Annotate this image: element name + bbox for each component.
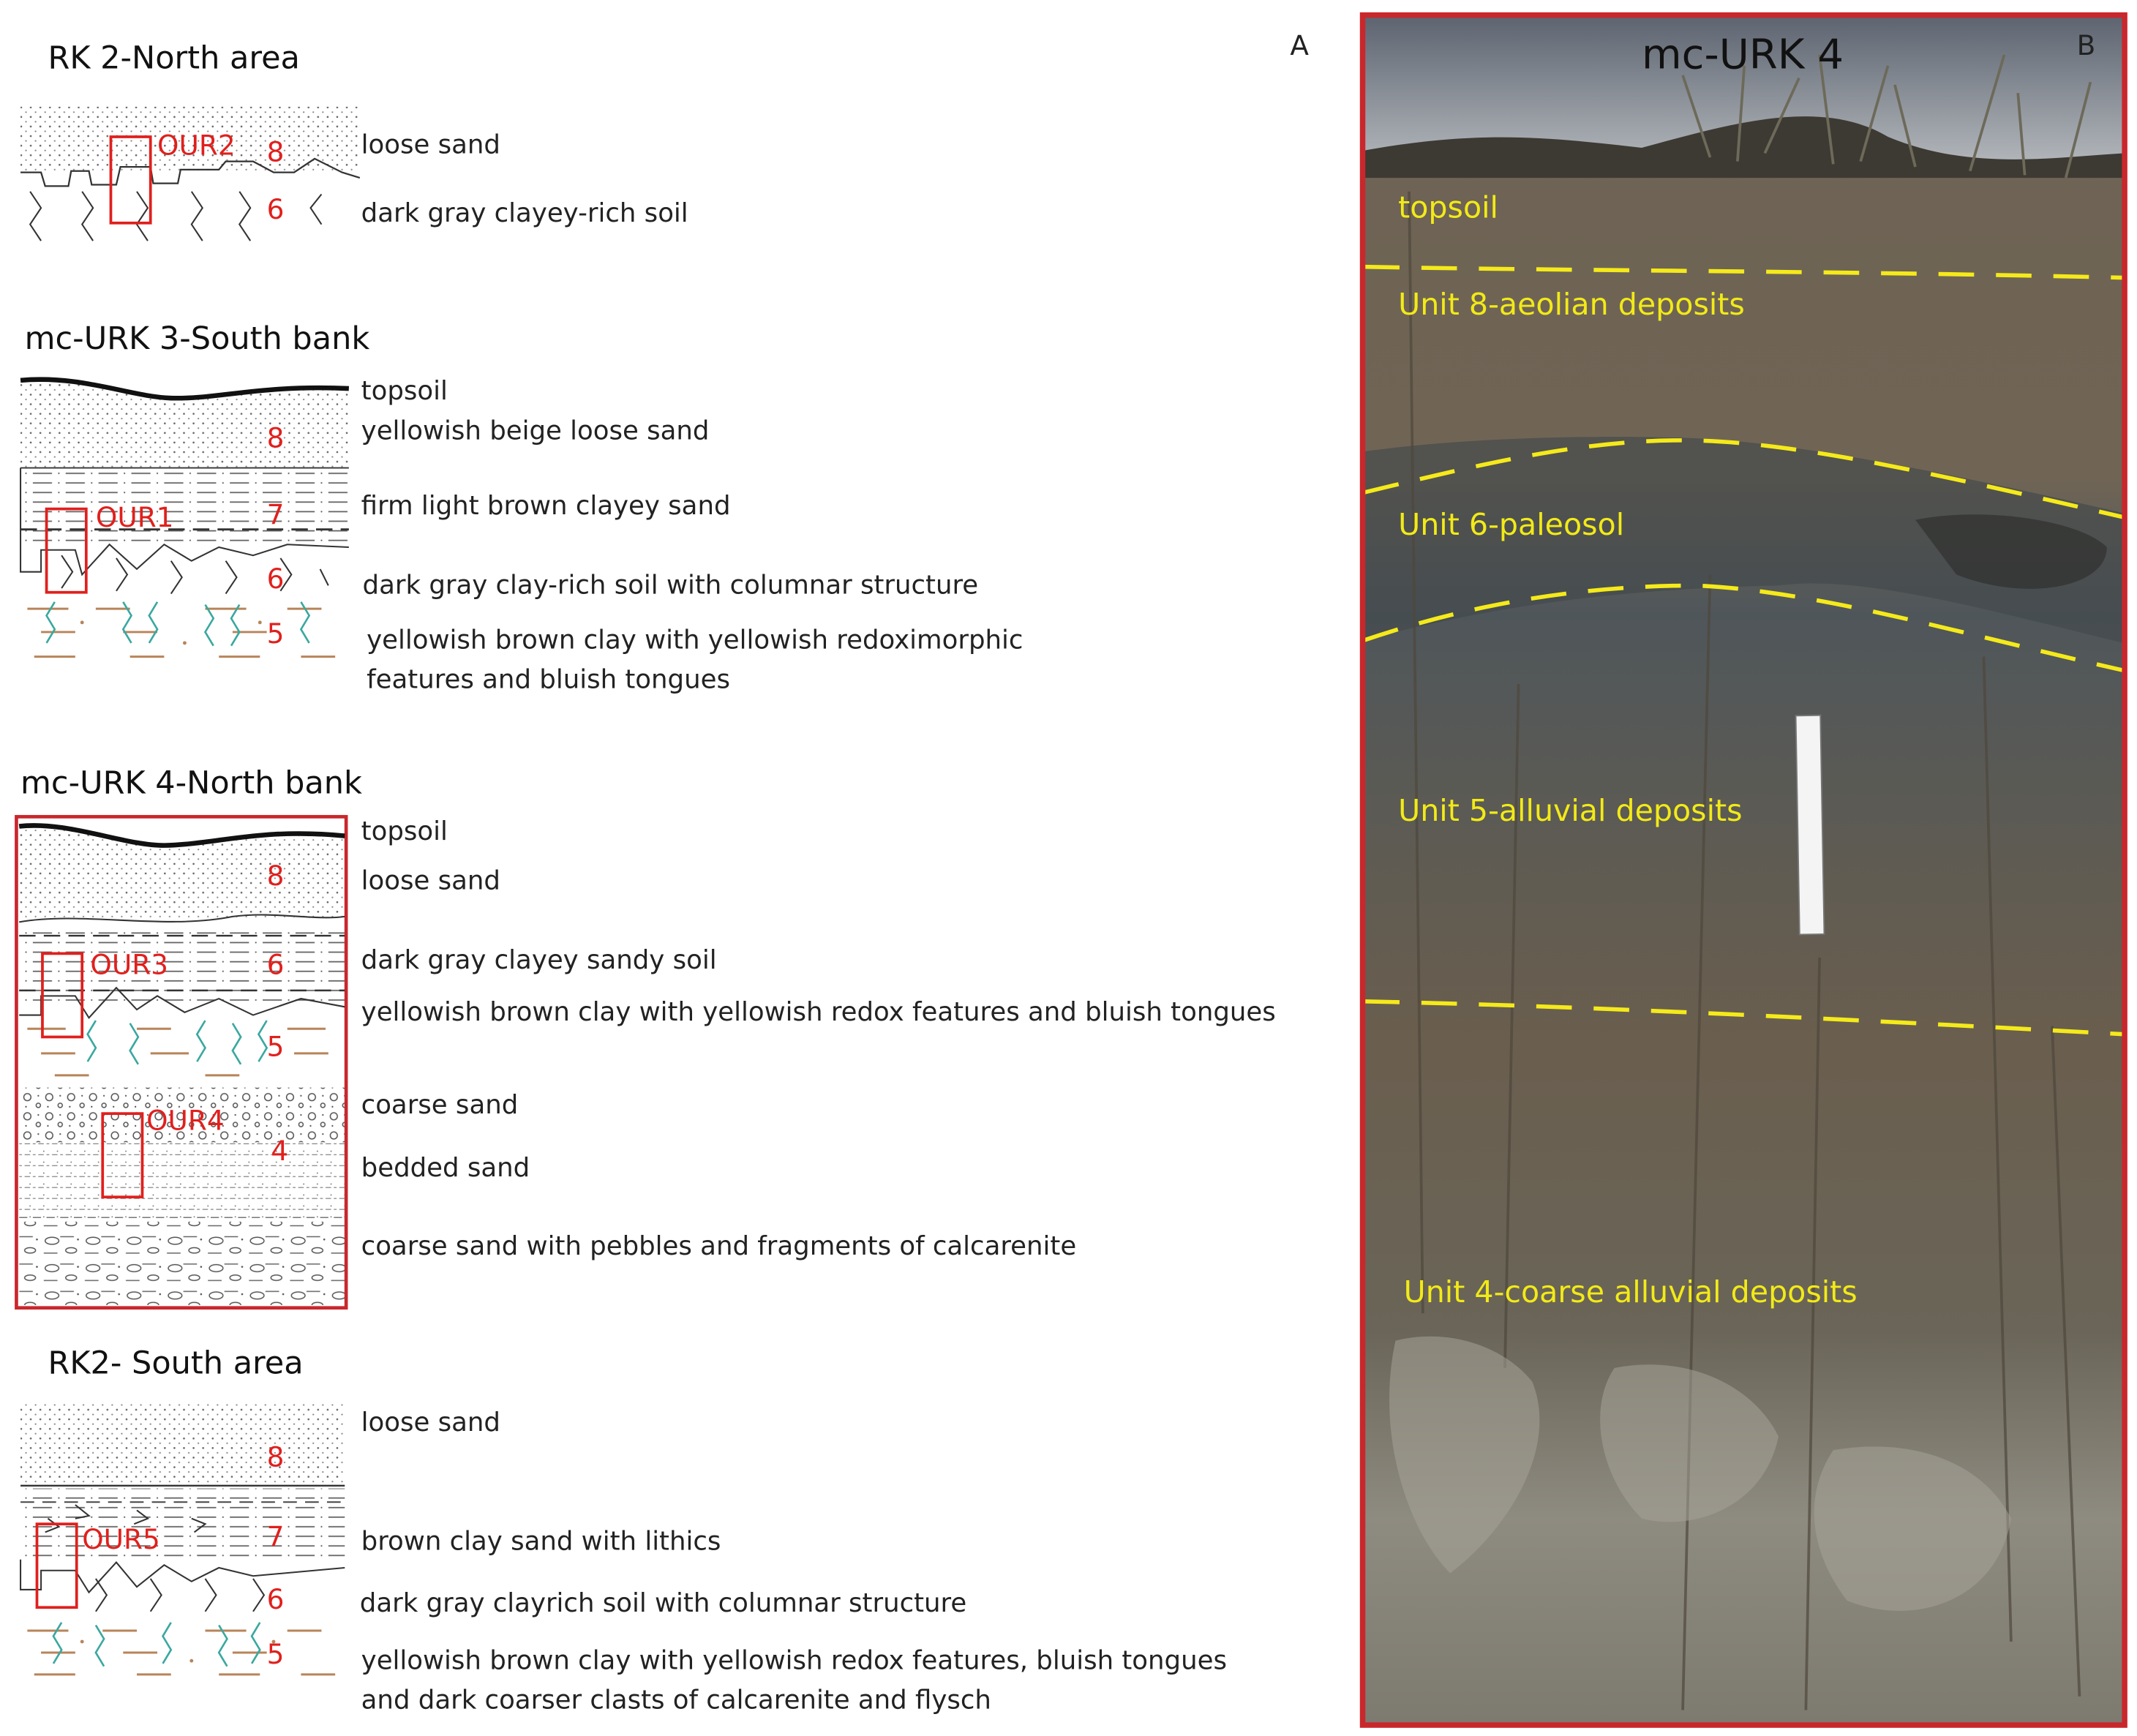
section-title: RK2- South area [48,1345,304,1382]
unit-description: yellowish brown clay with yellowish redox features and bluish tongues [361,997,1276,1028]
photo-unit-label: Unit 4-coarse alluvial deposits [1403,1274,1858,1310]
unit-description: dark gray clayrich soil with columnar structure [359,1587,967,1618]
redox-clay-symbols [27,602,335,657]
unit-description: yellowish beige loose sand [361,416,710,446]
unit-number: 8 [266,1440,285,1473]
section-mc-urk4-north [16,765,1275,1308]
unit-description: loose sand [361,129,500,160]
unit-number: 6 [266,1583,285,1616]
sample-label-our4: OUR4 [146,1104,225,1137]
section-rk2-south [20,1345,1227,1715]
unit-number: 4 [271,1134,289,1167]
section-rk2-north [20,40,688,241]
unit-description: yellowish brown clay with yellowish redoximorphic [367,625,1024,655]
unit-description: loose sand [361,1408,500,1438]
photo-panel [1363,15,2125,1726]
unit-description: firm light brown clayey sand [361,491,731,522]
unit-description: yellowish brown clay with yellowish redox features, bluish tongues [361,1645,1227,1676]
unit-description-cont: and dark coarser clasts of calcarenite and flysch [361,1685,991,1716]
photo-unit-label: topsoil [1398,189,1498,225]
photo-unit-label: Unit 6-paleosol [1398,507,1625,543]
unit-description-cont: features and bluish tongues [367,664,730,695]
sample-label-our3: OUR3 [90,948,168,981]
unit-number: 5 [266,1030,285,1063]
unit-description: dark gray clay-rich soil with columnar structure [362,570,979,601]
photo-unit-label: Unit 8-aeolian deposits [1398,287,1745,323]
sample-label-our1: OUR1 [95,500,174,533]
unit-number: 5 [266,617,285,650]
unit-number: 8 [266,421,285,454]
unit-number: 8 [266,135,285,168]
unit-description: dark gray clayey-rich soil [361,198,688,228]
unit-description: coarse sand with pebbles and fragments of calcarenite [361,1230,1077,1261]
unit-number: 6 [266,193,285,226]
unit-number: 8 [266,859,285,892]
photo-title: mc-URK 4 [1642,31,1844,79]
unit-description: brown clay sand with lithics [361,1526,721,1557]
section-title: mc-URK 4-North bank [20,764,362,802]
unit-number: 6 [266,948,285,981]
unit-number: 5 [266,1637,285,1670]
redox-clay-symbols [27,1623,335,1675]
unit-description: loose sand [361,865,500,896]
unit-description: topsoil [361,816,448,847]
unit-number: 6 [266,563,285,595]
panel-label-a: A [1290,29,1310,61]
unit-number: 7 [266,498,285,531]
unit-description: coarse sand [361,1090,519,1121]
sample-label-our5: OUR5 [82,1522,160,1555]
sample-label-our2: OUR2 [157,129,236,162]
clayey-sand-layer [20,468,349,544]
unit-description: topsoil [361,376,448,407]
unit-description: bedded sand [361,1153,530,1184]
unit-description: dark gray clayey sandy soil [361,944,717,975]
section-title: mc-URK 3-South bank [24,320,370,357]
unit-number: 7 [266,1520,285,1553]
section-mc-urk3-south [20,320,1023,695]
panel-label-b: B [2076,29,2096,61]
section-title: RK 2-North area [48,40,300,77]
scale-bar [1796,715,1825,935]
photo-unit-label: Unit 5-alluvial deposits [1398,793,1743,828]
